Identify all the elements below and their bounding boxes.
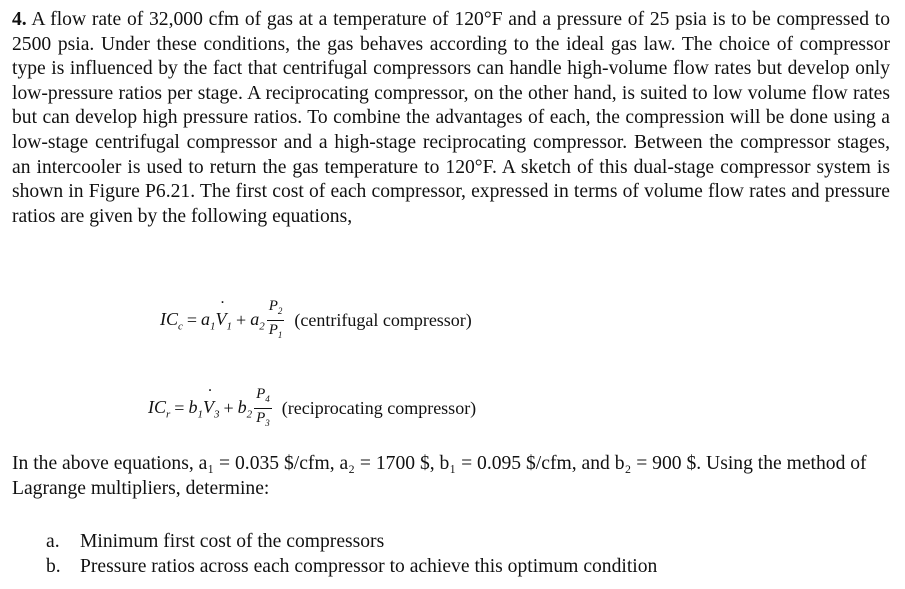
eq1-coef1: a — [201, 308, 211, 329]
eq1-coef2: a — [250, 308, 260, 329]
eq2-equals: = — [174, 398, 185, 418]
eq2-coef2: b — [237, 396, 247, 417]
eq1-description: (centrifugal compressor) — [294, 310, 472, 330]
eq1-var1-sub: 1 — [226, 320, 233, 333]
eq2-coef1: b — [188, 396, 198, 417]
eq1-equals: = — [186, 310, 198, 330]
eq2-numer: P — [256, 386, 266, 402]
part-a-text: Minimum first cost of the compressors — [80, 531, 385, 552]
eq2-var1-sub: 3 — [213, 408, 220, 421]
question-part-a — [46, 530, 657, 555]
question-parts-list — [46, 530, 657, 579]
eq1-coef1-sub: 1 — [210, 320, 216, 333]
eq1-coef2-sub: 2 — [259, 320, 265, 333]
eq2-denom-sub: 3 — [265, 418, 270, 428]
centrifugal-cost-equation — [160, 298, 472, 343]
eq2-coef1-sub: 1 — [197, 408, 203, 421]
eq2-pressure-ratio — [254, 386, 272, 431]
part-b-letter: b. — [46, 555, 61, 577]
problem-statement — [12, 8, 890, 229]
eq1-denom: P — [268, 322, 278, 338]
reciprocating-cost-equation — [148, 386, 476, 431]
eq2-denom: P — [256, 410, 266, 426]
eq1-numer: P — [268, 298, 278, 314]
problem-number: 4. — [12, 9, 27, 30]
eq2-volume-flow: ˙ V — [203, 397, 214, 418]
eq2-lhs: IC — [148, 396, 166, 417]
eq2-description: (reciprocating compressor) — [281, 398, 477, 418]
eq1-pressure-ratio — [267, 298, 285, 343]
eq1-numer-sub: 2 — [277, 306, 283, 316]
part-b-text: Pressure ratios across each compressor to achieve this optimum condition — [80, 555, 658, 577]
eq1-denom-sub: 1 — [277, 330, 283, 340]
part-a-letter: a. — [46, 531, 60, 552]
eq2-lhs-sub: r — [166, 408, 171, 421]
eq1-plus: + — [236, 310, 247, 330]
question-part-b — [46, 555, 657, 580]
eq2-coef2-sub: 2 — [246, 408, 253, 421]
eq1-volume-flow: ˙ V — [216, 309, 227, 330]
eq1-lhs-sub: c — [178, 320, 183, 333]
problem-text: A flow rate of 32,000 cfm of gas at a temperature of 120°F and a pressure of 25 psia is to be compressed to 2500 psia. Under these conditions, the gas behaves according to the ideal gas law. The choice of compressor type is influenced by the fact that centrifugal compressors can handle high-volume flow rates but develop only low-pressure ratios per stage. A reciprocating compressor, on the other hand, is suited to low volume flow rates but can develop high pressure ratios. To combine the advantages of each, the compression will be done using a low-stage centrifugal compressor and a high-stage reciprocating compressor. Between the compressor stages, an intercooler is used to return the gas temperature to 120°F. A sketch of this dual-stage compressor system is shown in Figure P6.21. The first cost of each compressor, expressed in terms of volume flow rates and pressure ratios are given by the following equations, — [12, 9, 891, 227]
eq2-plus: + — [223, 398, 234, 418]
eq1-lhs: IC — [160, 308, 178, 329]
given-values-paragraph: In the above equations, a₁ = 0.035 $/cfm, a₂ = 1700 $, b₁ = 0.095 $/cfm, and b₂ = 900 $. Using the method of Lagrange multipliers, determine: — [12, 453, 867, 499]
eq2-numer-sub: 4 — [265, 394, 270, 404]
